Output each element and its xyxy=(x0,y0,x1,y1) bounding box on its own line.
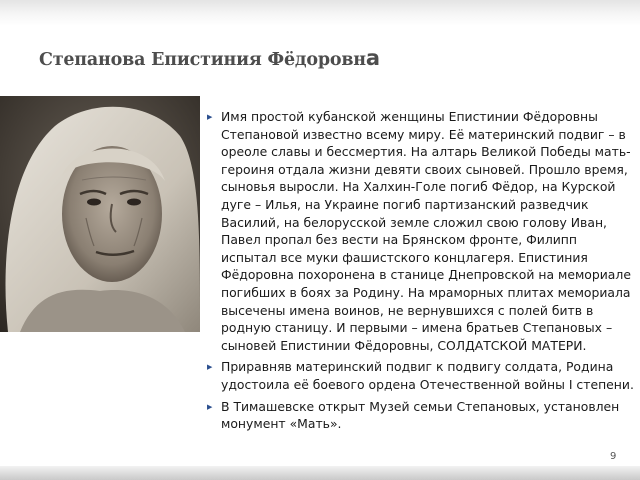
bullet-text: Имя простой кубанской женщины Епистинии Фёдоровны Степановой известно всему миру. Её материнский подвиг – в ореоле славы и бессмертия. На алтарь Великой Победы мать-героиня отдала жизни девяти своих сыновей. Прошло время, сыновья выросли. На Халхин-Голе погиб Фёдор, на Курской дуге – Илья, на Украине погиб партизанский разведчик Василий, на белорусской земле сложил свою голову Иван, Павел пропал без вести на Брянском фронте, Филипп испытал все муки фашистского концлагеря. Епистиния Фёдоровна похоронена в станице Днепровской на мемориале погибших в боях за Родину. На мраморных плитах мемориала высечены имена воинов, не вернувшихся с полей битв в родную станицу. И первыми – имена братьев Степановых – сыновей Епистинии Фёдоровны, СОЛДАТСКОЙ МАТЕРИ. xyxy=(221,109,631,353)
bullet-item xyxy=(207,398,635,433)
bullet-text: В Тимашевске открыт Музей семьи Степановых, установлен монумент «Мать». xyxy=(221,398,620,432)
bullet-arrow-icon: ▶ xyxy=(207,113,213,121)
bullet-list xyxy=(207,108,635,437)
bullet-item xyxy=(207,358,635,393)
bullet-arrow-icon: ▶ xyxy=(207,363,213,372)
bullet-item xyxy=(207,108,635,354)
page-number: 9 xyxy=(610,451,617,462)
portrait-image xyxy=(0,96,200,332)
top-shadow xyxy=(0,0,640,26)
bottom-bar xyxy=(0,466,640,480)
slide-title-main: Степанова Епистиния Фёдоровн xyxy=(39,50,366,70)
bullet-text: Приравняв материнский подвиг к подвигу солдата, Родина удостоила её боевого ордена Отечественной войны I степени. xyxy=(221,359,634,392)
slide-title-last-letter: а xyxy=(365,46,380,70)
slide-title xyxy=(39,46,380,70)
portrait-photo xyxy=(0,96,200,332)
bullet-arrow-icon: ▶ xyxy=(207,402,213,411)
